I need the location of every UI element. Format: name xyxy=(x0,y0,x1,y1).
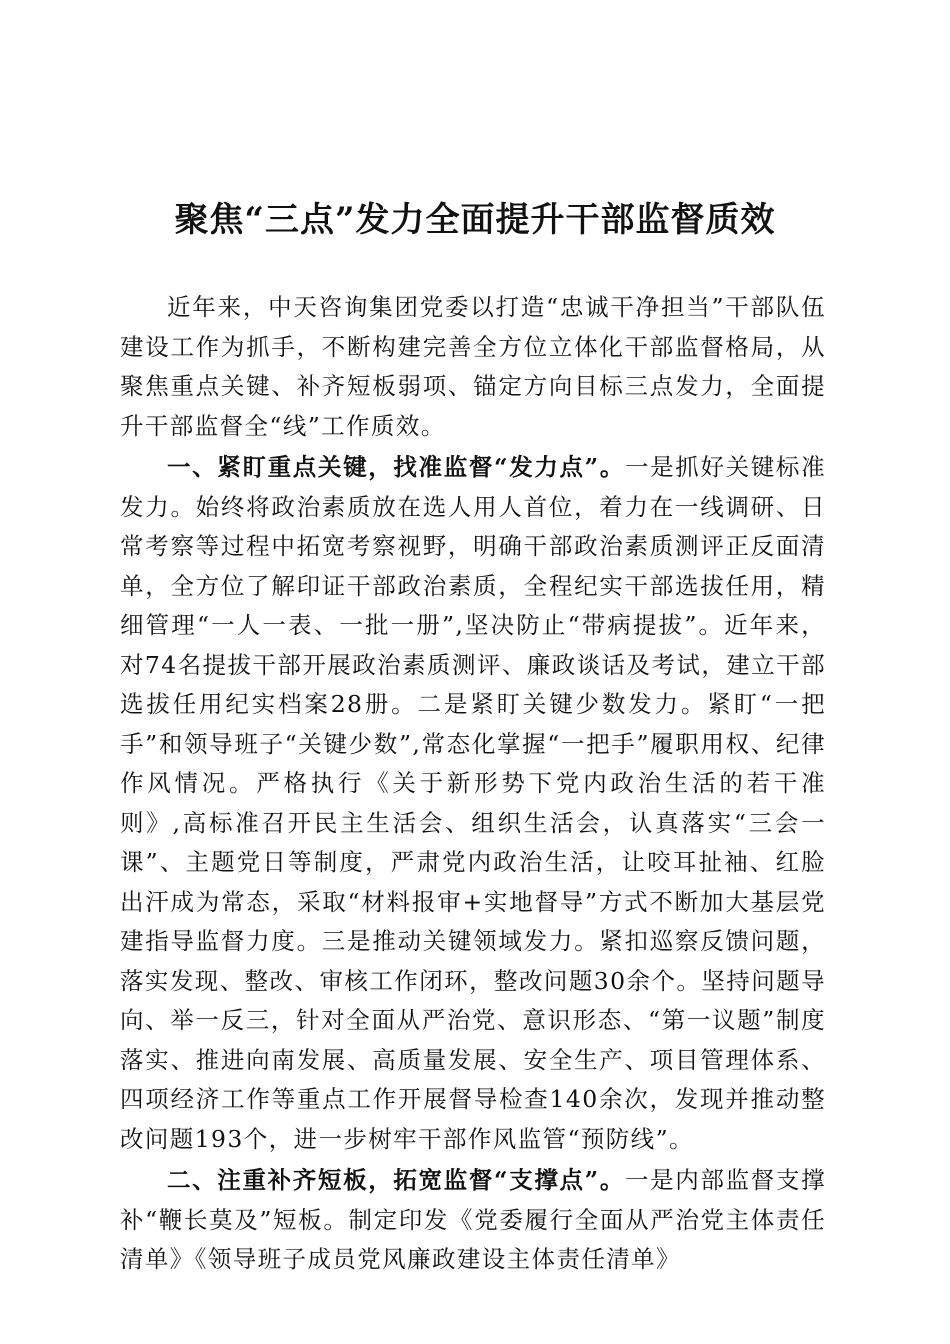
document-body xyxy=(120,288,826,1280)
paragraph-text: 一是内部监督支撑补“鞭长莫及”短板。制定印发《党委履行全面从严治党主体责任清单》《领导班子成员党风廉政建设主体责任清单》 xyxy=(120,1166,826,1273)
paragraph-lead: 一、紧盯重点关键，找准监督“发力点”。 xyxy=(167,453,625,481)
paragraph-section-2 xyxy=(120,1161,826,1280)
paragraph-intro xyxy=(120,288,826,446)
paragraph-text: 一是抓好关键标准发力。始终将政治素质放在选人用人首位，着力在一线调研、日常考察等过程中拓宽考察视野，明确干部政治素质测评正反面清单，全方位了解印证干部政治素质，全程纪实干部选拔任用，精细管理“一人一表、一批一册”,坚决防止“带病提拔”。近年来，对74名提拔干部开展政治素质测评、廉政谈话及考试，建立干部选拔任用纪实档案28册。二是紧盯关键少数发力。紧盯“一把手”和领导班子“关键少数”,常态化掌握“一把手”履职用权、纪律作风情况。严格执行《关于新形势下党内政治生活的若干准则》,高标准召开民主生活会、组织生活会，认真落实“三会一课”、主题党日等制度，严肃党内政治生活，让咬耳扯袖、红脸出汗成为常态，采取“材料报审+实地督导”方式不断加大基层党建指导监督力度。三是推动关键领域发力。紧扣巡察反馈问题，落实发现、整改、审核工作闭环，整改问题30余个。坚持问题导向、举一反三，针对全面从严治党、意识形态、“第一议题”制度落实、推进向南发展、高质量发展、安全生产、项目管理体系、四项经济工作等重点工作开展督导检查140余次，发现并推动整改问题193个，进一步树牢干部作风监管“预防线”。 xyxy=(120,453,826,1153)
paragraph-lead: 二、注重补齐短板，拓宽监督“支撑点”。 xyxy=(167,1166,625,1194)
document-title: 聚焦“三点”发力全面提升干部监督质效 xyxy=(174,200,776,240)
paragraph-text: 近年来，中天咨询集团党委以打造“忠诚干净担当”干部队伍建设工作为抓手，不断构建完善全方位立体化干部监督格局，从聚焦重点关键、补齐短板弱项、锚定方向目标三点发力，全面提升干部监督全“线”工作质效。 xyxy=(120,293,826,440)
paragraph-section-1 xyxy=(120,448,826,1159)
